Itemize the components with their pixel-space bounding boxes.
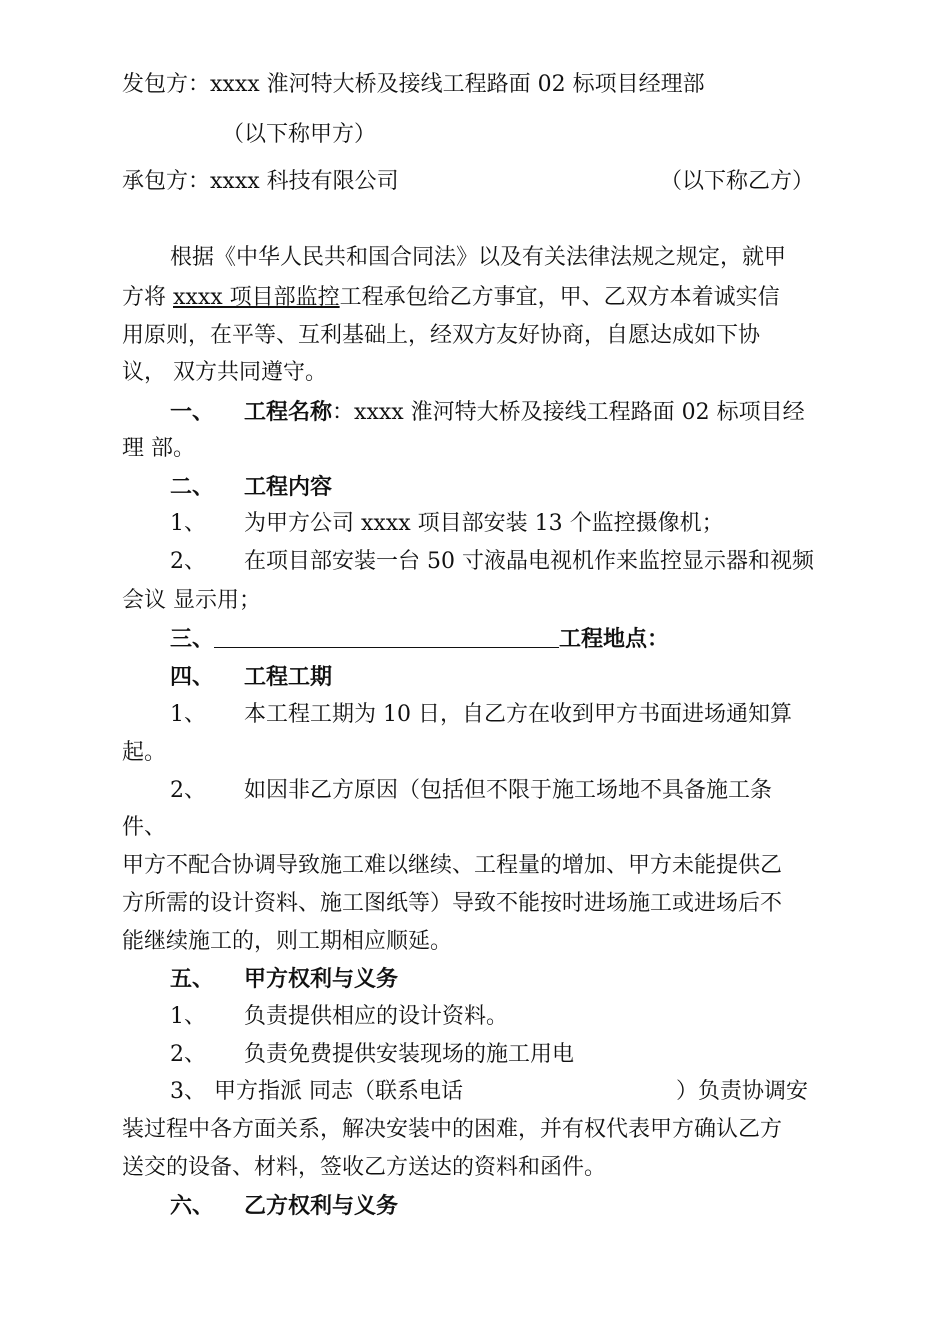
s5-item-3-text: 甲方指派 同志（联系电话: [214, 1079, 463, 1104]
section-4-title: 工程工期: [244, 664, 333, 690]
contractor-alias: （以下称乙方）: [660, 169, 815, 194]
section-2-number: 二、: [170, 474, 215, 500]
section-5-number: 五、: [170, 966, 215, 992]
section-1-value: xxxx 淮河特大桥及接线工程路面 02 标项目经: [354, 400, 805, 425]
s4-item-2-number: 2、: [170, 778, 206, 803]
s5-item-3-cont-1: 装过程中各方面关系，解决安装中的困难，并有权代表甲方确认乙方: [122, 1117, 783, 1142]
s4-item-2-cont-4: 能继续施工的，则工期相应顺延。: [122, 929, 453, 954]
section-3-line: [170, 624, 669, 654]
intro-line-1: 根据《中华人民共和国合同法》以及有关法律法规之规定，就甲: [170, 245, 787, 270]
s5-item-3-number: 3、: [170, 1079, 206, 1104]
issuer-line: [122, 70, 705, 100]
s4-item-1-number: 1、: [170, 702, 206, 727]
s4-item-1-text: 本工程工期为 10 日，自乙方在收到甲方书面进场通知算: [244, 702, 792, 727]
s4-item-1-continuation: 起。: [122, 740, 167, 765]
intro-line-2: [122, 283, 780, 313]
s2-item-2-text: 在项目部安装一台 50 寸液晶电视机作来监控显示器和视频: [244, 549, 814, 574]
issuer-alias: （以下称甲方）: [222, 122, 377, 147]
section-1-colon: ：: [332, 400, 355, 425]
s4-item-2-cont-2: 甲方不配合协调导致施工难以继续、工程量的增加、甲方未能提供乙: [122, 853, 783, 878]
s5-item-1-number: 1、: [170, 1004, 206, 1029]
s5-item-2-text: 负责免费提供安装现场的施工用电: [244, 1042, 575, 1067]
s2-item-1-text: 为甲方公司 xxxx 项目部安装 13 个监控摄像机；: [244, 511, 724, 536]
intro-line-3: 用原则，在平等、互利基础上，经双方友好协商，自愿达成如下协: [122, 323, 761, 348]
issuer-name: xxxx 淮河特大桥及接线工程路面 02 标项目经理部: [210, 72, 705, 97]
s4-item-2-text: 如因非乙方原因（包括但不限于施工场地不具备施工条: [244, 778, 773, 803]
s4-item-2-cont-1: 件、: [122, 815, 167, 840]
s5-item-3-cont-2: 送交的设备、材料，签收乙方送达的资料和函件。: [122, 1155, 607, 1180]
s2-item-2-continuation: 会议 显示用；: [122, 588, 261, 613]
section-4-number: 四、: [170, 664, 215, 690]
contractor-label: 承包方：: [122, 169, 211, 194]
section-3-title: 工程地点：: [559, 626, 670, 652]
project-name: xxxx 项目部监控: [173, 285, 340, 310]
s2-item-1-number: 1、: [170, 511, 206, 536]
location-blank: [214, 625, 559, 648]
intro-suffix: 工程承包给乙方事宜，甲、乙双方本着诚实信: [339, 285, 780, 310]
issuer-label: 发包方：: [122, 72, 211, 97]
section-6-title: 乙方权利与义务: [244, 1193, 399, 1219]
intro-prefix: 方将: [122, 285, 173, 310]
s5-item-3-text-end: ）负责协调安: [676, 1079, 809, 1104]
section-5-title: 甲方权利与义务: [244, 966, 399, 992]
section-2-title: 工程内容: [244, 474, 333, 500]
contractor-name: xxxx 科技有限公司: [210, 169, 399, 194]
intro-line-4: 议， 双方共同遵守。: [122, 360, 327, 385]
s4-item-2-cont-3: 方所需的设计资料、施工图纸等）导致不能按时进场施工或进场后不: [122, 891, 783, 916]
section-3-number: 三、: [170, 626, 215, 652]
section-1-line: [244, 397, 805, 428]
contractor-line: [122, 167, 399, 197]
section-1-title: 工程名称: [244, 399, 333, 425]
section-1-number: 一、: [170, 399, 215, 425]
s2-item-2-number: 2、: [170, 549, 206, 574]
section-6-number: 六、: [170, 1193, 215, 1219]
s5-item-1-text: 负责提供相应的设计资料。: [244, 1004, 509, 1029]
s5-item-2-number: 2、: [170, 1042, 206, 1067]
section-1-continuation: 理 部。: [122, 436, 195, 461]
